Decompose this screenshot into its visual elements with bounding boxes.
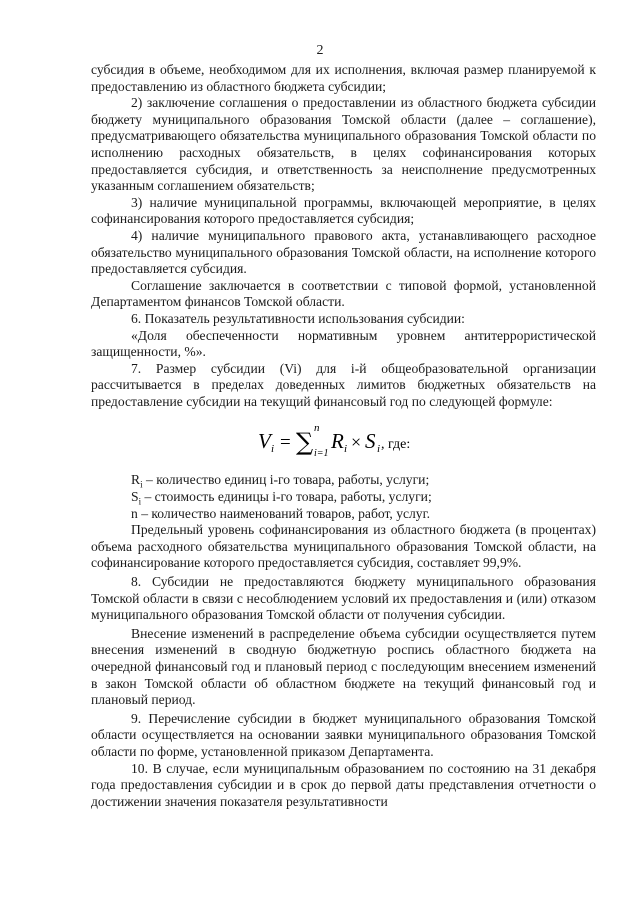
paragraph-condition-3: 3) наличие муниципальной программы, включающей мероприятие, в целях софинансирования которого предоставляется субсидия; <box>91 194 596 227</box>
formula-svg <box>244 418 444 464</box>
paragraph-subsidy-size: 7. Размер субсидии (Vi) для i-й общеобразовательной организации рассчитывается в пределах доведенных лимитов бюджетных обязательств на предоставление субсидии на текущий финансовый год по следующей формуле: <box>91 360 596 409</box>
formula-lhs: V <box>257 429 271 454</box>
paragraph-indicator-heading: 6. Показатель результативности использования субсидии: <box>131 310 465 326</box>
formula-s: S <box>364 429 375 454</box>
page-number: 2 <box>316 43 324 58</box>
formula-s-sub: i <box>376 443 380 456</box>
paragraph-condition-2: 2) заключение соглашения о предоставлении из областного бюджета субсидии бюджету муниципального образования Томской области (далее – соглашение), предусматривающего обязательства муниципального образования Томской области по исполнению расходных обязательств, в целях софинансирования которых предоставляется субсидия, и ответственность за неисполнение предусмотренных указанным соглашением обязательств; <box>91 95 596 194</box>
paragraph-item-8: 8. Субсидии не предоставляются бюджету муниципального образования Томской области в связи с несоблюдением условий их предоставления и (или) отказом муниципального образования Томской области от получения субсидии. <box>91 574 596 623</box>
paragraph-indicator-name: «Доля обеспеченности нормативным уровнем антитеррористической защищенности, %». <box>91 327 596 360</box>
formula-r: R <box>330 429 344 454</box>
formula-suffix: , где: <box>380 437 410 453</box>
formula-equals: = <box>279 432 291 454</box>
paragraph-cofinancing-level: Предельный уровень софинансирования из областного бюджета (в процентах) объема расходного обязательства муниципального образования Томской области, на софинансирование которого предоставляется субсидия, составляет 99,9%. <box>91 522 596 571</box>
definition-n: n – количество наименований товаров, работ, услуг. <box>131 505 431 521</box>
formula-sum-lower: i=1 <box>313 448 329 460</box>
document-body <box>91 62 596 810</box>
paragraph-continuation: субсидия в объеме, необходимом для их исполнения, включая размер планируемой к предоставлению из областного бюджета субсидии; <box>91 62 596 94</box>
definition-s: $S_i$ – стоимость единицы i-го товара, работы, услуги; <box>131 489 432 507</box>
formula-sum-sign: ∑ <box>295 428 313 457</box>
paragraph-distribution-changes: Внесение изменений в распределение объема субсидии осуществляется путем внесения изменений в сводную бюджетную роспись областного бюджета на очередной финансовый год и плановый период с последующим внесением изменений в закон Томской области об областном бюджете на текущий финансовый год и плановый период. <box>91 625 596 708</box>
paragraph-condition-4: 4) наличие муниципального правового акта, устанавливающего расходное обязательство муниципального образования Томской области, на исполнение которого предоставляется субсидия. <box>91 227 596 277</box>
formula-r-sub: i <box>343 443 347 456</box>
formula-lhs-sub: i <box>270 443 274 456</box>
paragraph-item-9: 9. Перечисление субсидии в бюджет муниципального образования Томской области осуществляется на основании заявки муниципального образования Томской области по форме, установленной приказом Департамента. <box>91 710 596 759</box>
paragraph-item-10: 10. В случае, если муниципальным образованием по состоянию на 31 декабря года предоставления субсидии и в срок до первой даты представления отчетности о достижении значения показателя результативности <box>91 760 596 809</box>
formula-sum-upper: n <box>313 422 319 435</box>
formula-times: × <box>350 432 361 453</box>
paragraph-agreement: Соглашение заключается в соответствии с типовой формой, установленной Департаментом финансов Томской области. <box>91 277 596 310</box>
subsidy-formula <box>91 410 596 472</box>
definition-r: $R_i$ – количество единиц i-го товара, работы, услуги; <box>131 472 430 491</box>
